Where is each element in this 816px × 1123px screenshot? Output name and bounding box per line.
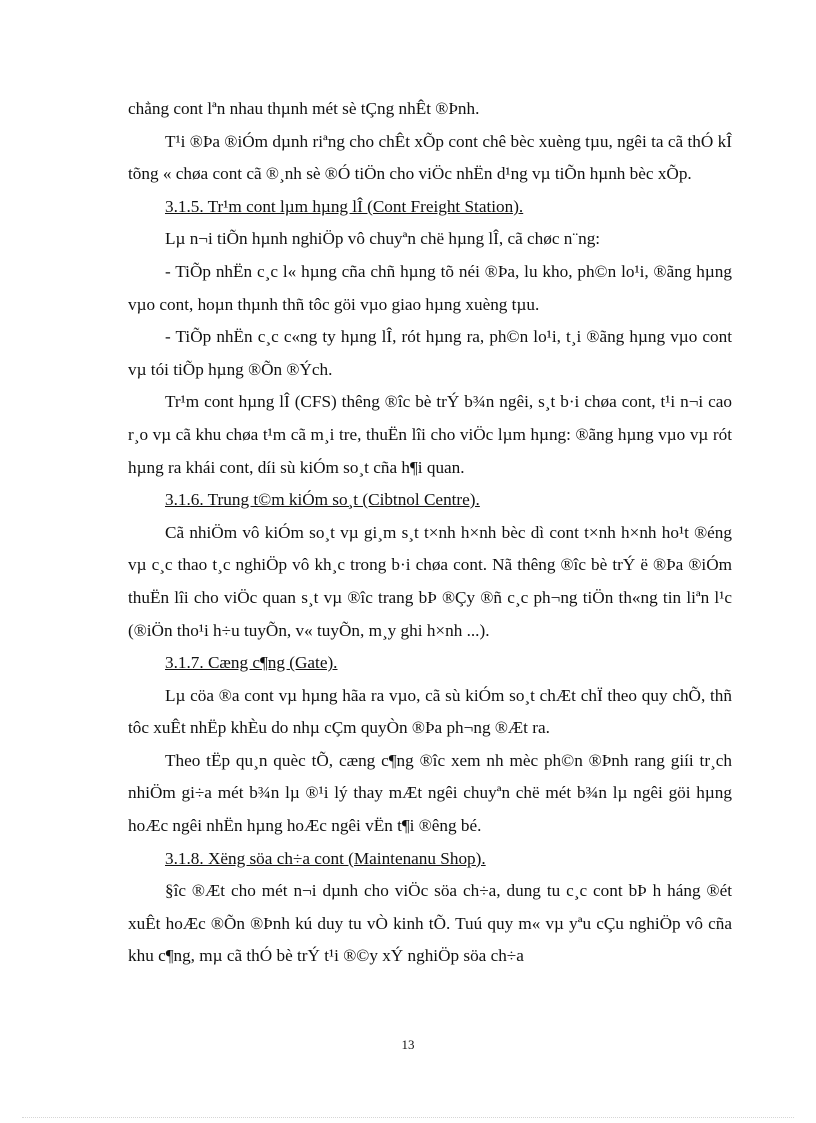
paragraph-cfs-bullet-1: - TiÕp nhËn c¸c l« hµng cña chñ hµng tõ néi ®Þa, lu kho, ph©n lo¹i, ®ãng hµng vµo cont, hoµn thµnh thñ tôc göi vµo giao hµng xuèng tµu. xyxy=(128,261,732,314)
paragraph-maintenance-shop: §îc ®Æt cho mét n¬i dµnh cho viÖc söa ch÷a, dung tu c¸c cont bÞ h háng ®ét xuÊt hoÆc ®Õn ®Þnh kú duy tu vÒ kinh tÕ. Tuú quy m« vµ yªu cÇu nghiÖp vô cña khu c¶ng, mµ cã thÓ bè trÝ t¹i ®©y xÝ nghiÖp söa ch÷a xyxy=(128,881,732,966)
section-heading-3-1-5: 3.1.5. Tr¹m cont lµm hµng lÎ (Cont Freight Station). xyxy=(165,196,524,216)
page-body xyxy=(128,93,732,973)
paragraph-container-slots: T¹i ®Þa ®iÓm dµnh riªng cho chÊt xÕp cont chê bèc xuèng tµu, ngêi ta cã thÓ kÎ tõng « chøa cont cã ®¸nh sè ®Ó tiÖn cho viÖc nhËn d¹ng vµ tiÕn hµnh bèc xÕp. xyxy=(128,131,732,184)
page-number: 13 xyxy=(401,1037,415,1052)
section-heading-3-1-8: 3.1.8. Xëng söa ch÷a cont (Maintenanu Shop). xyxy=(165,848,486,868)
paragraph-cfs-intro: Lµ n¬i tiÕn hµnh nghiÖp vô chuyªn chë hµng lÎ, cã chøc n¨ng: xyxy=(165,229,601,249)
paragraph-cfs-bullet-2: - TiÕp nhËn c¸c c«ng ty hµng lÎ, rót hµng ra, ph©n lo¹i, t¸i ®ãng hµng vµo cont vµ tói tiÕp hµng ®Õn ®Ých. xyxy=(128,327,732,379)
section-heading-3-1-7: 3.1.7. Cæng c¶ng (Gate). xyxy=(165,653,338,673)
paragraph-continuation: chẳng cont lªn nhau thµnh mét sè tÇng nhÊt ®Þnh. xyxy=(128,99,480,118)
paragraph-control-centre: Cã nhiÖm vô kiÓm so¸t vµ gi¸m s¸t t×nh h×nh bèc dì cont t×nh h×nh ho¹t ®éng vµ c¸c thao t¸c nghiÖp vô kh¸c trong b·i chøa cont. Nã thêng ®îc bè trÝ ë ®Þa ®iÓm thuËn lîi cho viÖc quan s¸t vµ ®îc trang bÞ ®Çy ®ñ c¸c ph¬ng tiÖn th«ng tin liªn l¹c (®iÖn tho¹i h÷u tuyÕn, v« tuyÕn, m¸y ghi h×nh ...). xyxy=(128,522,732,640)
paragraph-gate-boundary: Theo tËp qu¸n quèc tÕ, cæng c¶ng ®îc xem nh mèc ph©n ®Þnh rang giíi tr¸ch nhiÖm gi÷a mét b¾n lµ ®¹i lý thay mÆt ngêi chuyªn chë mét b¾n lµ ngêi göi hµng hoÆc ngêi nhËn hµng hoÆc ngêi vËn t¶i ®êng bé. xyxy=(128,750,732,836)
page-bottom-border xyxy=(22,1117,794,1118)
section-heading-3-1-6: 3.1.6. Trung t©m kiÓm so¸t (Cibtnol Centre). xyxy=(165,490,480,510)
paragraph-gate-role: Lµ cöa ®a cont vµ hµng hãa ra vµo, cã sù kiÓm so¸t chÆt chÏ theo quy chÕ, thñ tôc xuÊt nhËp khÈu do nhµ cÇm quyÒn ®Þa ph¬ng ®Æt ra. xyxy=(128,685,732,738)
paragraph-cfs-location: Tr¹m cont hµng lÎ (CFS) thêng ®îc bè trÝ b¾n ngêi, s¸t b·i chøa cont, t¹i n¬i cao r¸o vµ cã khu chøa t¹m cã m¸i tre, thuËn lîi cho viÖc lµm hµng: ®ãng hµng vµo vµ rót hµng ra khái cont, díi sù kiÓm so¸t cña h¶i quan. xyxy=(128,392,732,477)
